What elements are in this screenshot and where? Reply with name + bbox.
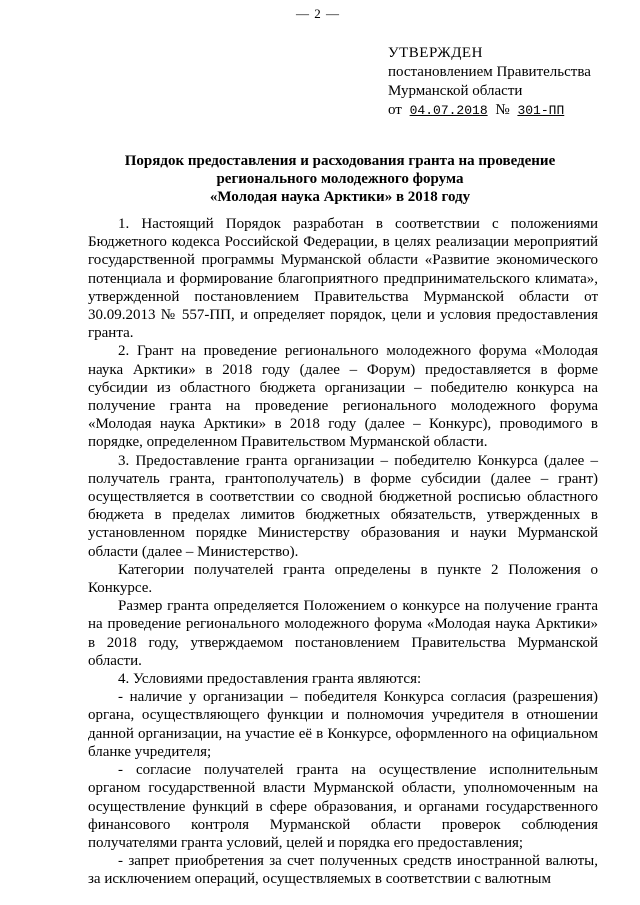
approval-block: [388, 44, 591, 120]
paragraph-2: 2. Грант на проведение регионального молодежного форума «Молодая наука Арктики» в 2018 году (далее – Форум) предоставляется в форме субсидии из областного бюджета организации – победителю конкурса на получение гранта на проведение регионального молодежного форума «Молодая наука Арктики» в 2018 году (далее – Конкурс), проводимого в порядке, определенном Правительством Мурманской области.: [88, 343, 598, 451]
document-body: [88, 215, 598, 889]
approval-line-1: постановлением Правительства: [388, 64, 591, 80]
paragraph-1: 1. Настоящий Порядок разработан в соответствии с положениями Бюджетного кодекса Российской Федерации, в целях реализации мероприятий государственной программы Мурманской области «Развитие экономического потенциала и формирование благоприятного предпринимательского климата», утвержденной постановлением Правительства Мурманской области от 30.09.2013 № 557-ПП, и определяет порядок, цели и условия предоставления гранта.: [88, 216, 598, 342]
condition-item-2: - согласие получателей гранта на осуществление исполнительным органом государственной власти Мурманской области, уполномоченным на осуществление функций в сфере образования, и органами государственного финансового контроля Мурманской области проверок соблюдения получателями гранта условий, целей и порядка его предоставления;: [88, 762, 598, 851]
document-title-line-1: Порядок предоставления и расходования гранта на проведение: [124, 153, 556, 169]
approval-title: УТВЕРЖДЕН: [388, 45, 483, 61]
number-sign: №: [495, 102, 510, 118]
document-title-line-3: «Молодая наука Арктики» в 2018 году: [209, 189, 471, 205]
paragraph-4: 4. Условиями предоставления гранта являются:: [118, 671, 422, 688]
paragraph-3: 3. Предоставление гранта организации – победителю Конкурса (далее – получатель гранта, грантополучатель) в форме субсидии (далее – грант) осуществляется в соответствии со сводной бюджетной росписью областного бюджета в пределах лимитов бюджетных обязательств, утвержденных в установленном порядке Министерству образования и науки Мурманской области (далее – Министерство).: [88, 452, 598, 560]
condition-item-3: - запрет приобретения за счет полученных средств иностранной валюты, за исключением операций, осуществляемых в соответствии с валютным: [88, 853, 598, 888]
approval-date-line: [388, 101, 591, 120]
paragraph-categories: Категории получателей гранта определены в пункте 2 Положения о Конкурсе.: [88, 561, 598, 597]
approval-line-2: Мурманской области: [388, 83, 523, 99]
document-title: [100, 152, 580, 206]
approval-date: 04.07.2018: [409, 103, 488, 118]
paragraph-grant-size: Размер гранта определяется Положением о конкурсе на получение гранта на проведение регионального молодежного форума «Молодая наука Арктики» в 2018 году, утверждаемом постановлением Правительства Мурманской области.: [88, 598, 598, 669]
approval-number: 301-ПП: [517, 103, 565, 118]
page-number: — 2 —: [296, 6, 340, 21]
document-title-line-2: регионального молодежного форума: [216, 171, 464, 187]
date-prefix: от: [388, 102, 402, 118]
condition-item-1: - наличие у организации – победителя Конкурса согласия (разрешения) органа, осуществляющего функции и полномочия учредителя в отношении данной организации, на участие её в Конкурсе, оформленного на официальном бланке учредителя;: [88, 689, 598, 760]
